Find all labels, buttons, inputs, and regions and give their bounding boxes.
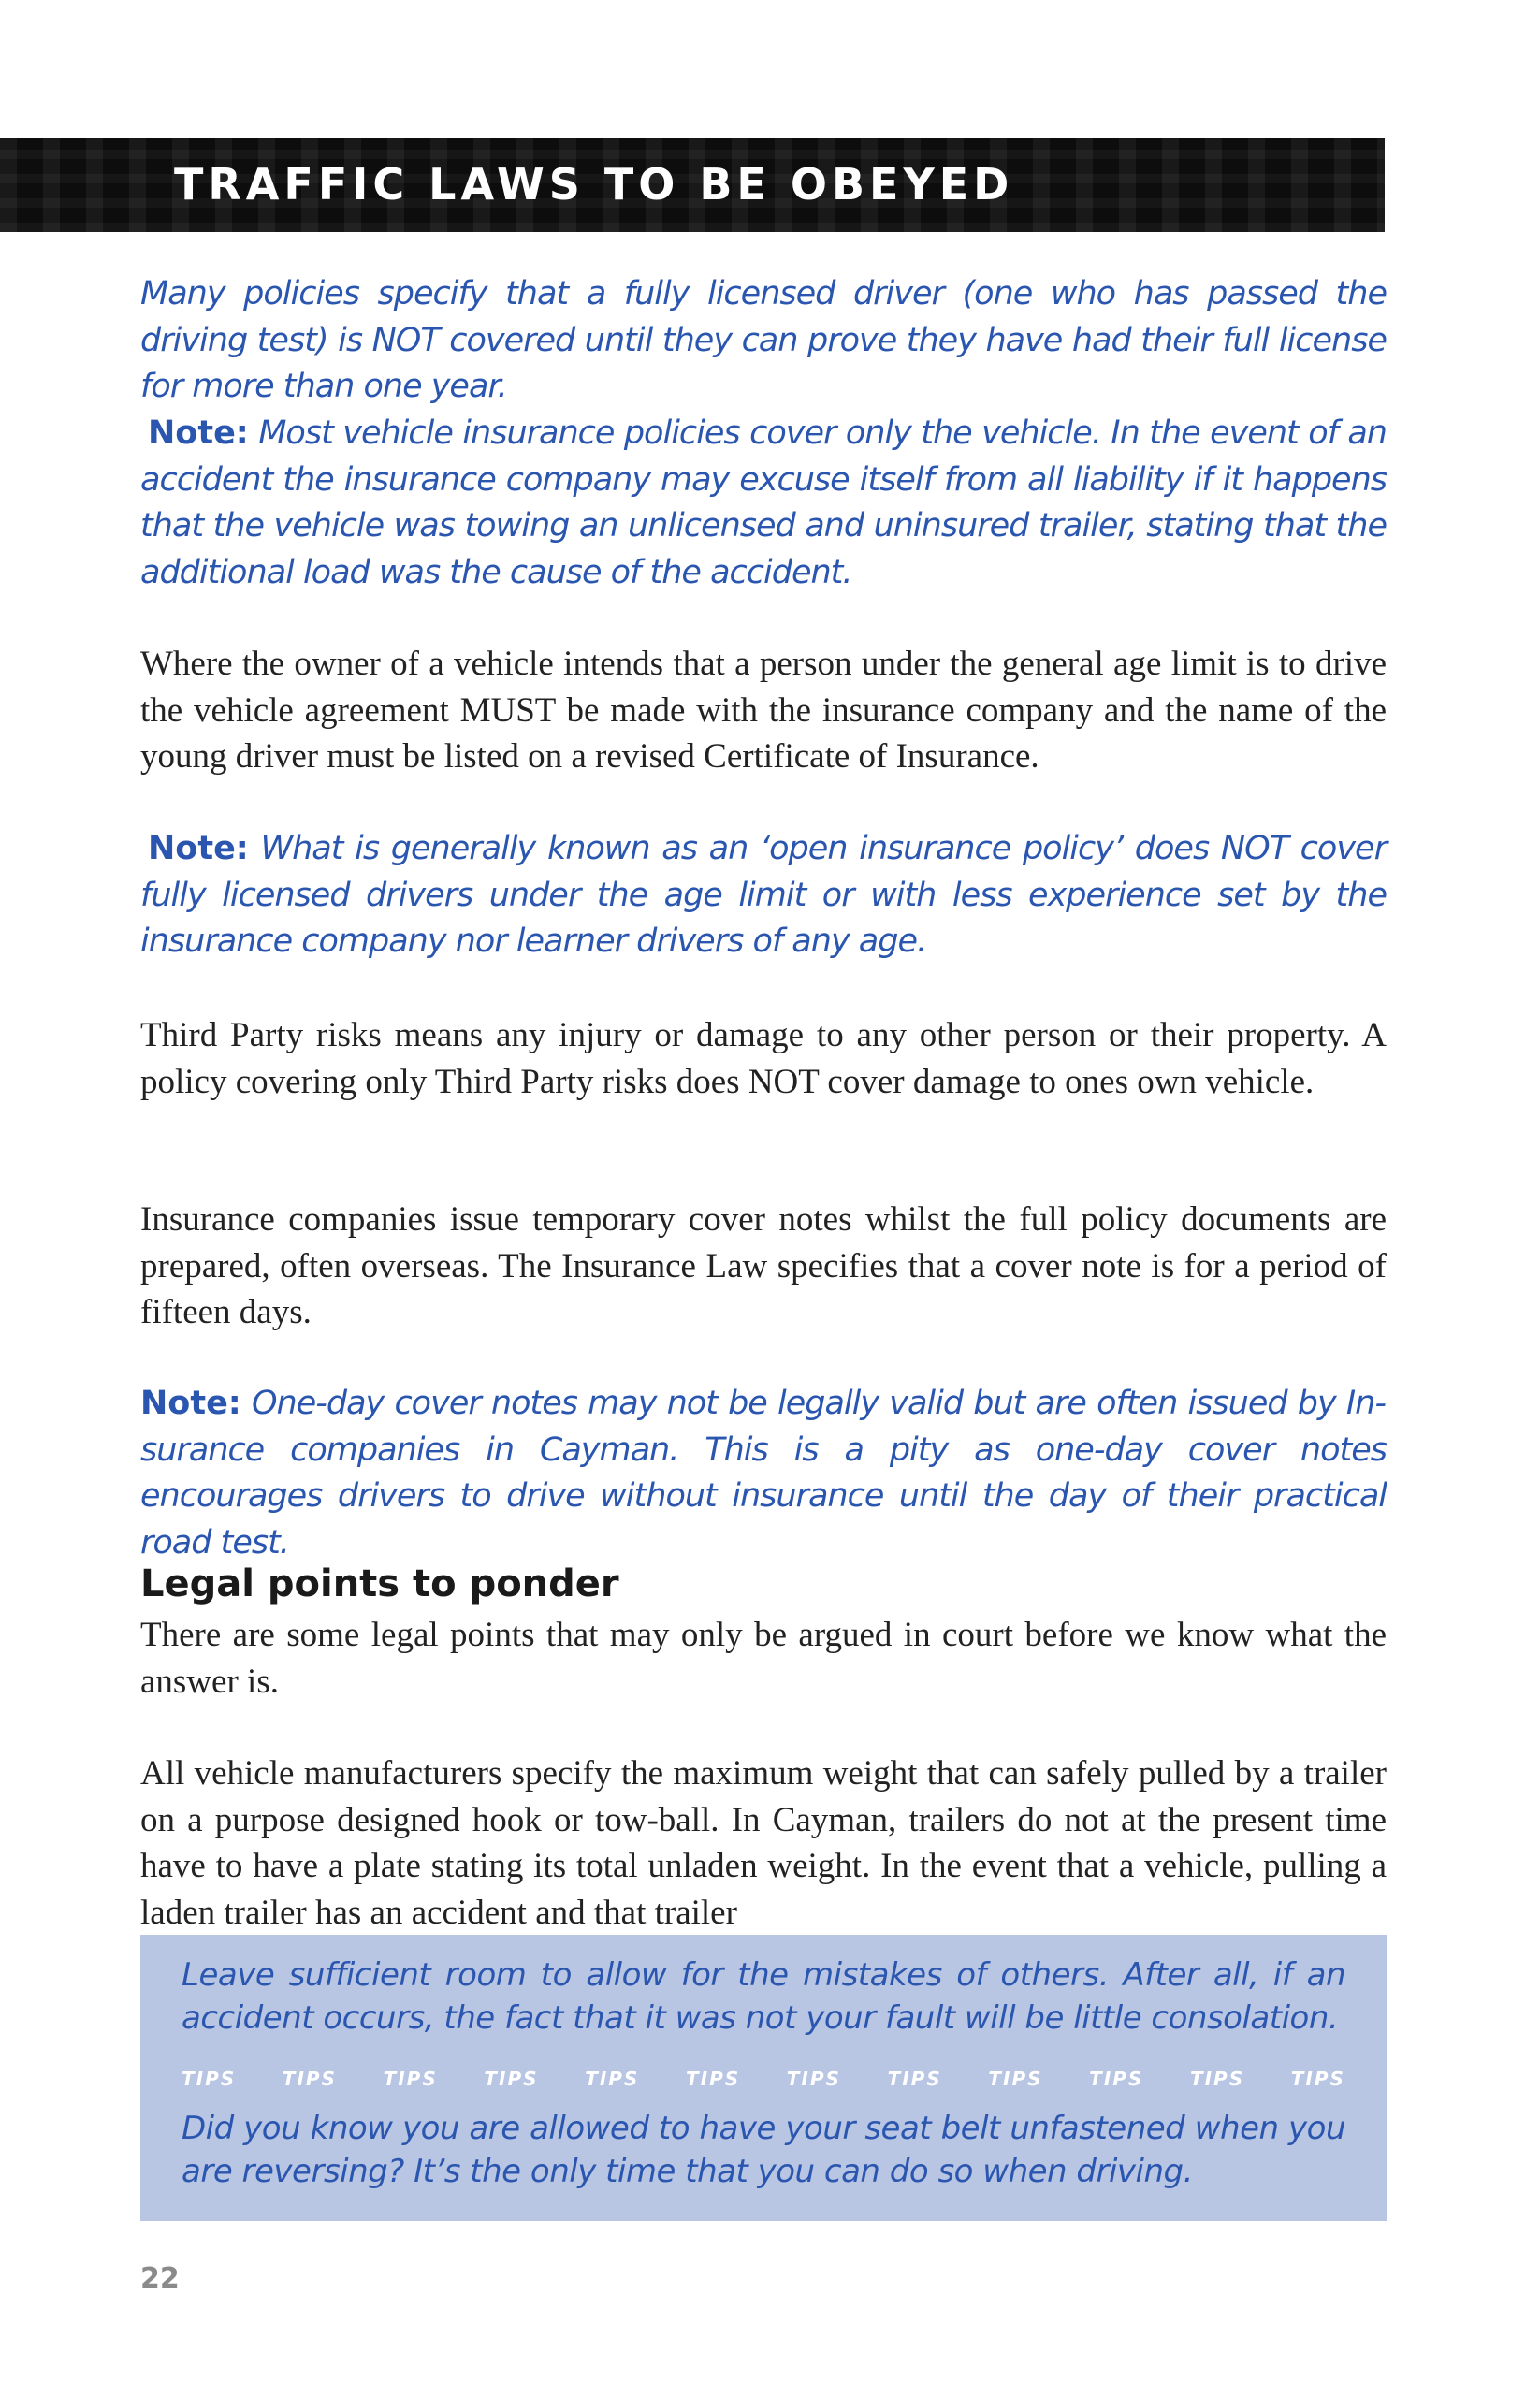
- paragraph-cover-notes: Insurance companies issue temporary cover notes whilst the full policy documents are prepared, often overseas. The Insurance Law specifies that a cover note is for a period of fifteen days.: [140, 1200, 1387, 1331]
- tips-word: TIPS: [685, 2068, 741, 2090]
- tips-word: TIPS: [887, 2068, 942, 2090]
- section-heading: Legal points to ponder: [140, 1562, 619, 1605]
- note-text: Most vehicle insurance policies cover only the vehicle. In the event of an accident the insurance company may excuse itself from all liability if it happens that the vehicle was towing an unlicensed and uninsured trailer, stating that the additional load was the cause of the accident.: [140, 414, 1387, 591]
- paragraph-trailer-weight: All vehicle manufacturers specify the maximum weight that can safely pulled by a trailer on a purpose designed hook or tow-ball. In Cayman, trailers do not at the present time have to have a plate stating its total unladen weight. In the event that a vehicle, pulling a laden trailer has an accident and that trailer: [140, 1754, 1387, 1932]
- tips-word: TIPS: [988, 2068, 1043, 2090]
- paragraph-young-driver: Where the owner of a vehicle intends that a person under the general age limit is to drive the vehicle agreement MUST be made with the insurance company and the name of the young driver must be listed on a revised Certificate of Insurance.: [140, 645, 1387, 776]
- note-label: Note:: [148, 414, 249, 452]
- note-open-policy: [140, 826, 1387, 966]
- note-label: Note:: [148, 830, 249, 867]
- tips-separator: [182, 2068, 1345, 2090]
- tips-word: TIPS: [484, 2068, 539, 2090]
- note-one-day-cover: [140, 1381, 1387, 1566]
- note-label: Note:: [140, 1385, 241, 1422]
- tips-word: TIPS: [182, 2068, 237, 2090]
- paragraph-third-party: Third Party risks means any injury or damage to any other person or their property. A policy covering only Third Party risks does NOT cover damage to ones own vehicle.: [140, 1016, 1387, 1101]
- note-insurance-vehicle: [140, 411, 1387, 596]
- tip-seat-belt: Did you know you are allowed to have your seat belt unfastened when you are reversing? It’s the only time that you can do so when driving.: [182, 2110, 1345, 2190]
- tips-word: TIPS: [282, 2068, 337, 2090]
- page-number: 22: [140, 2262, 180, 2295]
- tips-word: TIPS: [1290, 2068, 1345, 2090]
- page-title: TRAFFIC LAWS TO BE OBEYED: [174, 159, 1014, 210]
- note-text: One-day cover notes may not be legally valid but are often issued by Insurance companies in Cayman. This is a pity as one-day cover notes encourages drivers to drive without insurance until the day of their practical road test.: [140, 1385, 1387, 1561]
- tips-word: TIPS: [1189, 2068, 1245, 2090]
- tips-word: TIPS: [383, 2068, 438, 2090]
- tips-word: TIPS: [585, 2068, 640, 2090]
- paragraph-legal-points: There are some legal points that may only be argued in court before we know what the answer is.: [140, 1616, 1387, 1701]
- tip-leave-room: Leave sufficient room to allow for the mistakes of others. After all, if an accident occurs, the fact that it was not your fault will be little consolation.: [182, 1956, 1345, 2037]
- intro-paragraph: Many policies specify that a fully licensed driver (one who has passed the driving test) is NOT covered until they can prove they have had their full license for more than one year.: [140, 275, 1387, 405]
- tips-word: TIPS: [1089, 2068, 1144, 2090]
- tips-word: TIPS: [786, 2068, 841, 2090]
- note-text: What is generally known as an ‘open insurance policy’ does NOT cover fully licensed drivers under the age limit or with less experience set by the insurance company nor learner drivers of any age.: [140, 830, 1387, 960]
- tips-box: [140, 1935, 1387, 2221]
